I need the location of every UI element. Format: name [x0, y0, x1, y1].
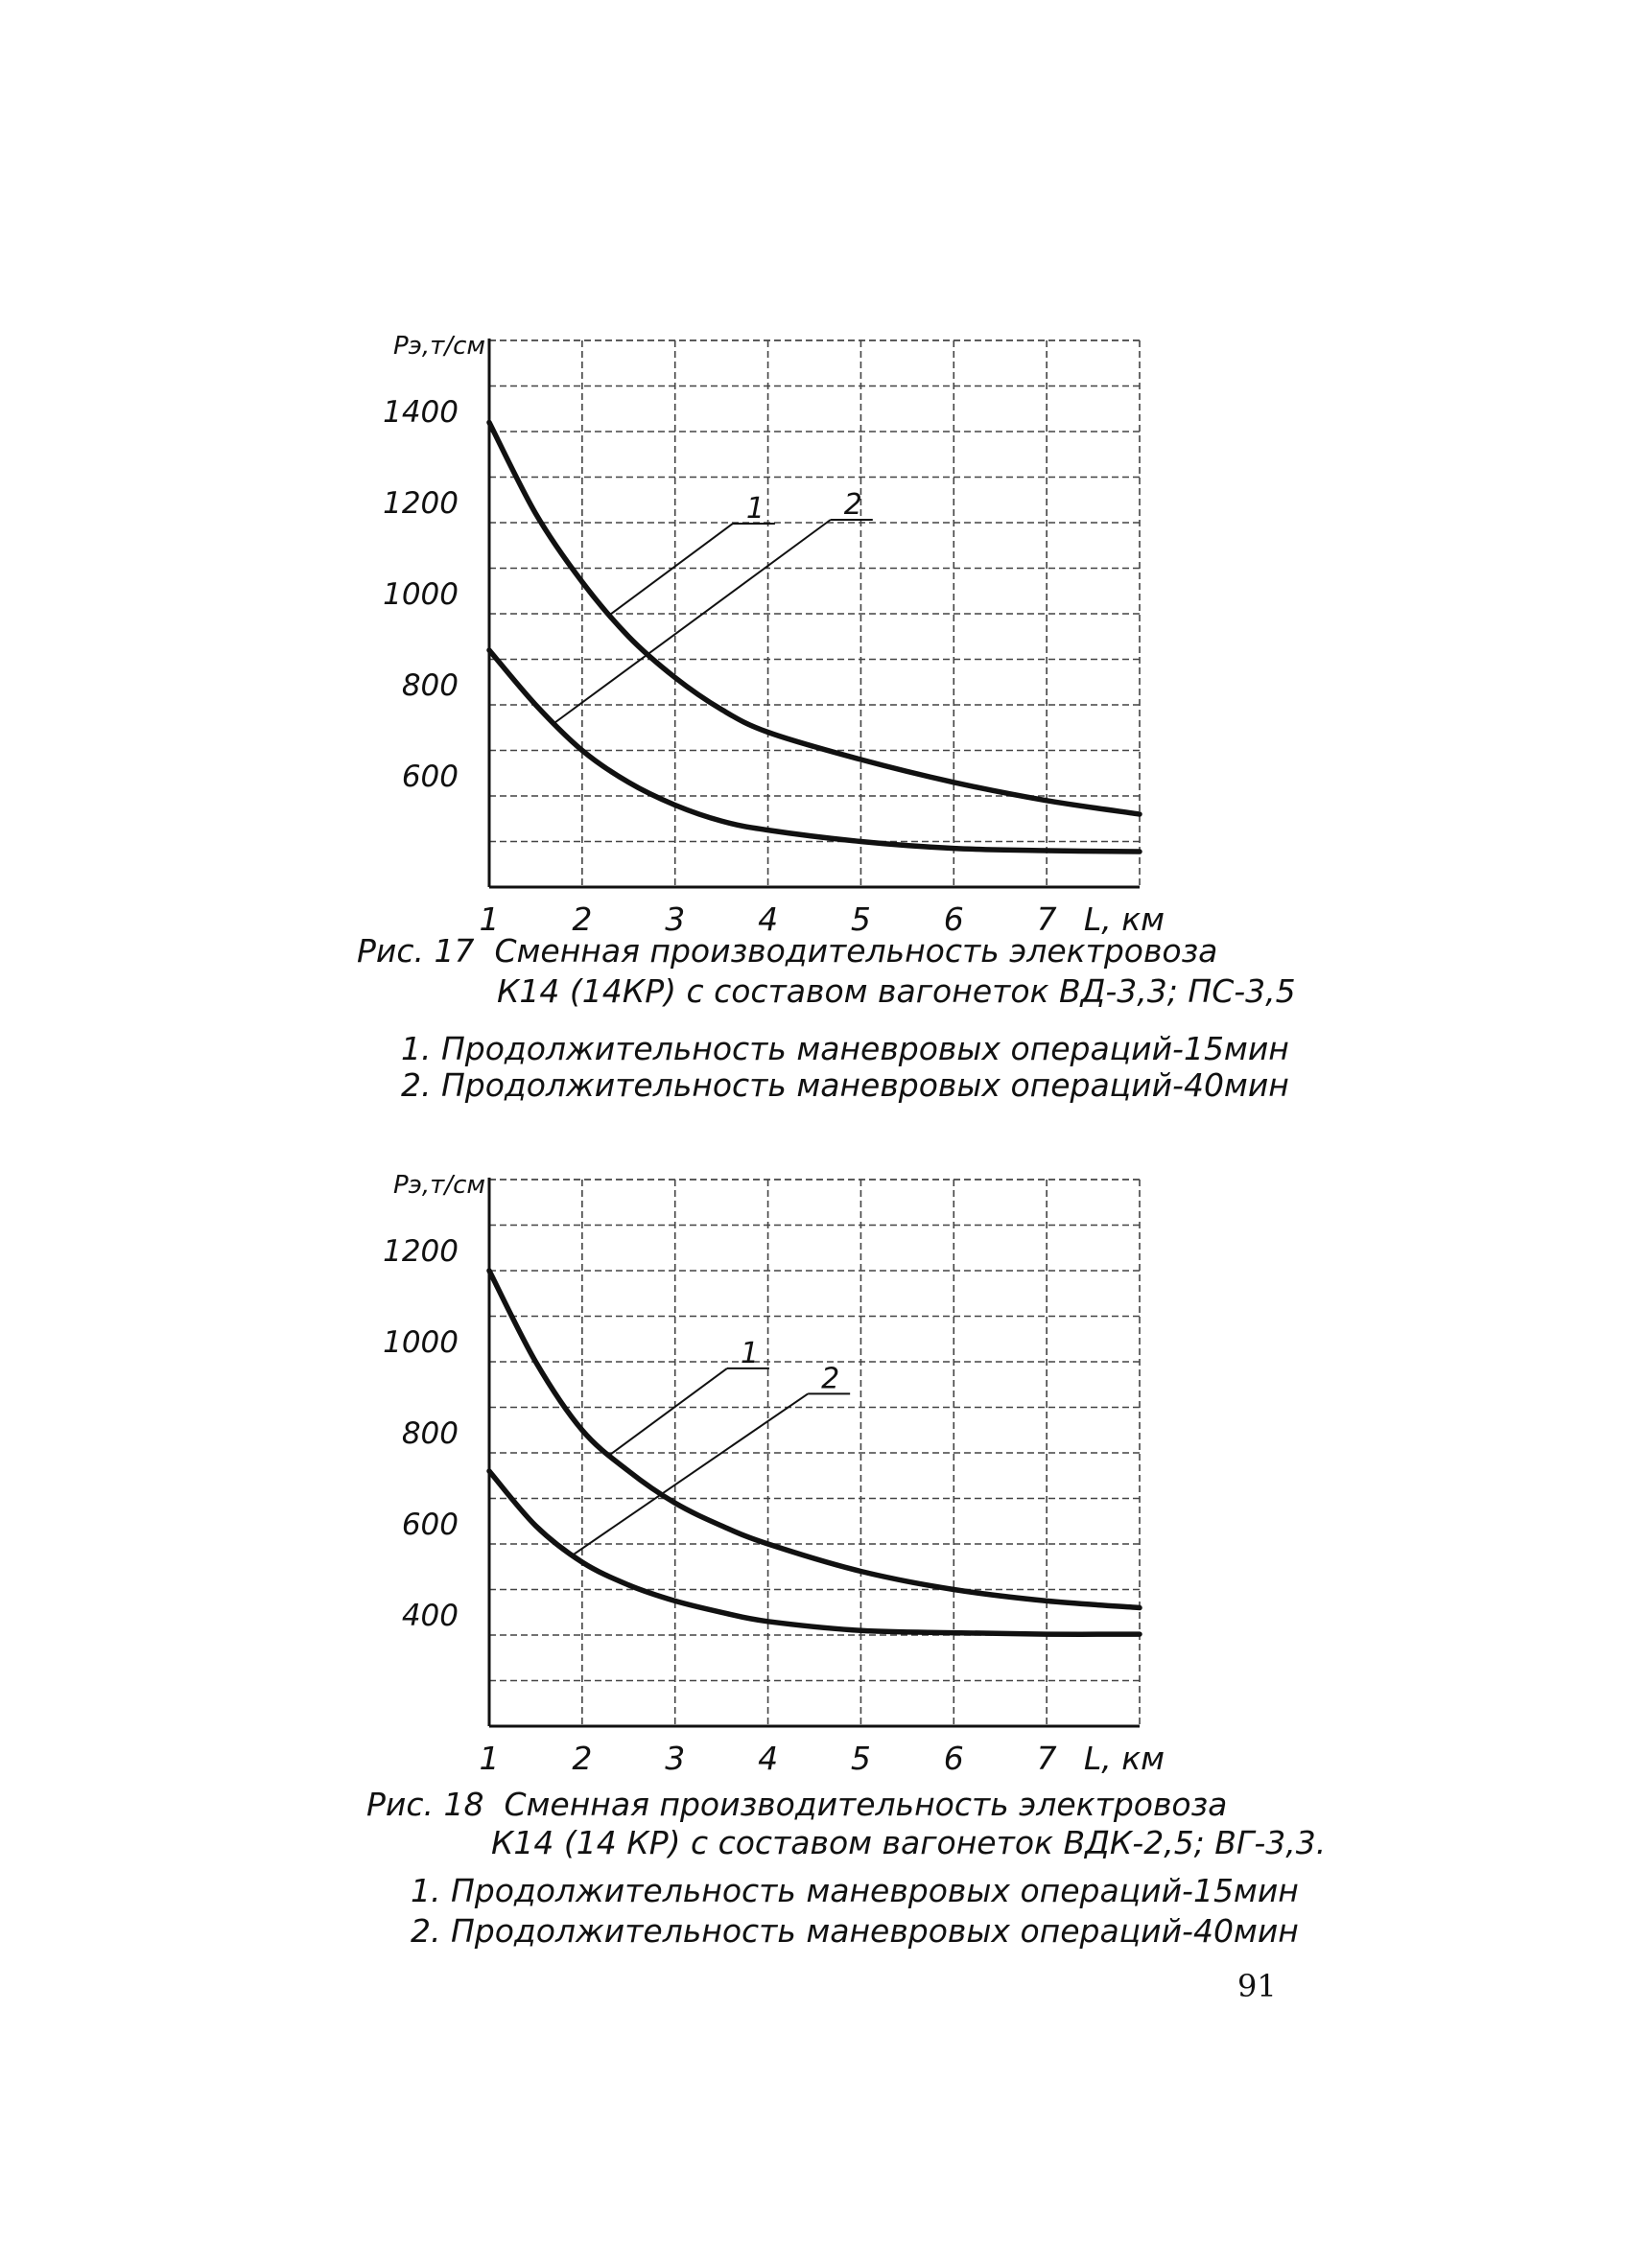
fig-17-x-tick-label: 4: [758, 900, 779, 938]
fig-18-x-tick-label: 4: [758, 1740, 779, 1777]
fig-18-caption-line-2: К14 (14 КР) с составом вагонеток ВДК-2,5; ВГ-3,3.: [491, 1824, 1327, 1861]
fig-18-annotation-leader-2: [573, 1393, 808, 1555]
fig-18-y-tick-label: 800: [401, 1416, 459, 1451]
fig-18-x-tick-label: 1: [479, 1740, 500, 1777]
fig-17-x-tick-label: 5: [850, 900, 871, 938]
fig-18-annotation-leader-1: [610, 1368, 727, 1455]
fig-17-caption-title: Сменная производительность электровоза: [494, 932, 1218, 970]
fig-17-y-tick-label: 600: [401, 760, 459, 794]
fig-18-y-tick-label: 1200: [383, 1234, 459, 1269]
page-number: 91: [1237, 1968, 1277, 2004]
fig-17-x-tick-label: 2: [572, 900, 593, 938]
fig-17-caption-line-2: К14 (14КР) с составом вагонеток ВД-3,3; ПС-3,5: [497, 972, 1296, 1010]
fig-17-caption-line-1: [357, 933, 1217, 970]
fig-18-y-tick-label: 600: [401, 1508, 459, 1542]
fig-17-annotation-label-2: 2: [843, 488, 862, 522]
fig-17-x-tick-label: 7: [1036, 900, 1057, 938]
chart-fig-18: [0, 1146, 1648, 1777]
fig-18-annotation-label-1: 1: [740, 1336, 760, 1370]
fig-17-y-tick-label: 1000: [383, 577, 459, 612]
fig-17-x-tick-label: 3: [665, 900, 686, 938]
fig-17-y-tick-label: 1400: [383, 395, 459, 430]
fig-18-x-tick-label: 2: [572, 1740, 593, 1777]
fig-18-y-tick-label: 1000: [383, 1325, 459, 1360]
fig-18-x-tick-label: 5: [850, 1740, 871, 1777]
fig-18-caption-line-1: [366, 1787, 1227, 1823]
fig-18-y-axis-title: Pэ,т/см: [392, 1171, 485, 1200]
fig-18-annotation-label-2: 2: [821, 1362, 840, 1396]
fig-18-x-tick-label: 7: [1036, 1740, 1057, 1777]
fig-18-caption-title: Сменная производительность электровоза: [504, 1786, 1228, 1823]
fig-18-caption-prefix: Рис. 18: [366, 1786, 484, 1823]
fig-17-x-tick-label: 1: [479, 900, 500, 938]
fig-17-y-tick-label: 1200: [383, 486, 459, 521]
fig-17-legend-item-1: 1. Продолжительность маневровых операций-15мин: [401, 1030, 1289, 1067]
fig-17-legend-item-2: 2. Продолжительность маневровых операций-40мин: [401, 1066, 1289, 1104]
fig-18-y-tick-label: 400: [401, 1599, 459, 1633]
fig-18-legend-item-2: 2. Продолжительность маневровых операций-40мин: [411, 1912, 1299, 1950]
fig-17-y-tick-label: 800: [401, 668, 459, 703]
fig-18-series-1-line: [489, 1271, 1140, 1608]
fig-17-x-axis-title: L, км: [1083, 900, 1165, 938]
fig-17-x-tick-label: 6: [943, 900, 964, 938]
fig-17-y-axis-title: Pэ,т/см: [392, 332, 485, 361]
fig-18-x-tick-label: 3: [665, 1740, 686, 1777]
fig-18-series-2-line: [489, 1471, 1140, 1634]
fig-17-annotation-label-1: 1: [745, 491, 765, 526]
fig-18-x-tick-label: 6: [943, 1740, 964, 1777]
fig-17-caption-prefix: Рис. 17: [357, 932, 475, 970]
fig-18-x-axis-title: L, км: [1083, 1740, 1165, 1777]
fig-17-annotation-leader-1: [610, 524, 733, 615]
fig-18-legend-item-1: 1. Продолжительность маневровых операций-15мин: [411, 1872, 1299, 1909]
chart-fig-17: [0, 307, 1648, 938]
